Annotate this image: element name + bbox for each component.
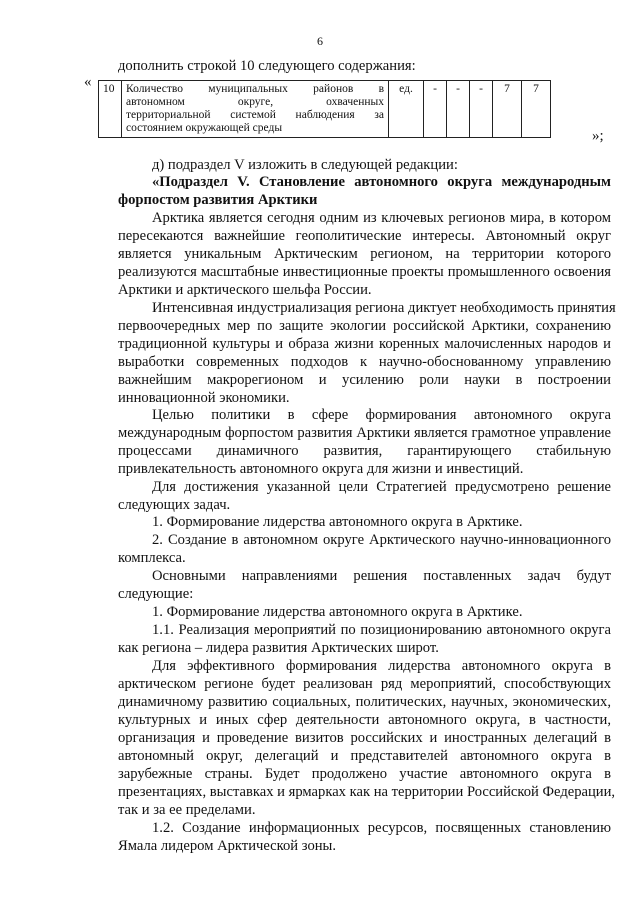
text-line: пересекаются важнейшие геополитические интересы. Автономный округ: [118, 228, 611, 244]
text-line: важнейшим макрорегионом и усилению роли науки в построении: [118, 372, 611, 388]
text-line: инновационной экономики.: [118, 390, 290, 406]
amendment-table: [98, 80, 551, 138]
text-line: Для достижения указанной цели Стратегией предусмотрено решение: [152, 479, 611, 495]
text-line: д) подраздел V изложить в следующей редакции:: [152, 157, 458, 173]
page-number: 6: [317, 34, 323, 48]
list-item: 2. Создание в автономном округе Арктического научно-инновационного: [152, 532, 611, 548]
text-line: следующих задач.: [118, 497, 231, 513]
text-line: международным форпостом развития Арктики является грамотное управление: [118, 425, 611, 441]
text-line: динамичному развитию социальных, политических, научных, экономических,: [118, 694, 611, 710]
text-line: презентациях, выставках и ярмарках как на территории Российской Федерации,: [118, 784, 616, 800]
text-line: так и за ее пределами.: [118, 802, 256, 818]
table-row: [99, 81, 551, 138]
row-cell: 7: [493, 81, 522, 138]
text-line: процессами динамичного развития, гарантирующего стабильную: [118, 443, 611, 459]
row-cell: -: [447, 81, 470, 138]
desc-line: состоянием окружающей среды: [126, 122, 283, 134]
text-line: культурных и иных сфер деятельности автономного округа, в частности,: [118, 712, 611, 728]
text-line: выработки современных подходов к научно-обоснованному управлению: [118, 354, 611, 370]
text-line: комплекса.: [118, 550, 186, 566]
text-line: организация и проведение визитов российских и иностранных делегаций в: [118, 730, 611, 746]
text-line: первоочередных мер по защите экологии российской Арктики, сохранению: [118, 318, 611, 334]
text-line: Основными направлениями решения поставленных задач будут: [152, 568, 611, 584]
text-line: Целью политики в сфере формирования автономного округа: [152, 407, 611, 423]
text-line: традиционной культуры и образа жизни коренных малочисленных народов и: [118, 336, 611, 352]
quote-close: »;: [592, 128, 604, 144]
text-line: реализуются масштабные инвестиционные проекты промышленного освоения: [118, 264, 611, 280]
row-unit: ед.: [389, 81, 424, 138]
list-item: 1. Формирование лидерства автономного округа в Арктике.: [152, 604, 523, 620]
list-item: 1. Формирование лидерства автономного округа в Арктике.: [152, 514, 523, 530]
quote-open: «: [84, 74, 92, 90]
row-cell: -: [424, 81, 447, 138]
section-heading: «Подраздел V. Становление автономного округа международным: [152, 174, 611, 190]
text-line: Арктики и арктического шельфа России.: [118, 282, 372, 298]
text-line: зарубежные страны. Будет продолжено участие автономного округа в: [118, 766, 611, 782]
text-line: 1.2. Создание информационных ресурсов, посвященных становлению: [152, 820, 611, 836]
intro-line: дополнить строкой 10 следующего содержания:: [118, 58, 416, 74]
text-line: как региона – лидера развития Арктических широт.: [118, 640, 439, 656]
row-description: [122, 81, 389, 138]
text-line: Арктика является сегодня одним из ключевых регионов мира, в котором: [152, 210, 611, 226]
text-line: автономный округ, делегаций и представителей автономного округа в: [118, 748, 611, 764]
row-number: 10: [99, 81, 122, 138]
text-line: следующие:: [118, 586, 194, 602]
text-line: является уникальным Арктическим регионом, на территории которого: [118, 246, 611, 262]
row-cell: 7: [522, 81, 551, 138]
section-heading-cont: форпостом развития Арктики: [118, 192, 318, 208]
text-line: Для эффективного формирования лидерства автономного округа в: [152, 658, 611, 674]
list-item: 1.1. Реализация мероприятий по позиционированию автономного округа: [152, 622, 611, 638]
desc-line: территориальной системой наблюдения за: [126, 109, 384, 121]
desc-line: Количество муниципальных районов в: [126, 83, 384, 95]
text-line: привлекательность автономного округа для жизни и инвестиций.: [118, 461, 524, 477]
text-line: арктическом регионе будет реализован ряд мероприятий, способствующих: [118, 676, 611, 692]
row-cell: -: [470, 81, 493, 138]
desc-line: автономном округе, охваченных: [126, 96, 384, 108]
text-line: Ямала лидером Арктической зоны.: [118, 838, 337, 854]
text-line: Интенсивная индустриализация региона диктует необходимость принятия: [152, 300, 616, 316]
